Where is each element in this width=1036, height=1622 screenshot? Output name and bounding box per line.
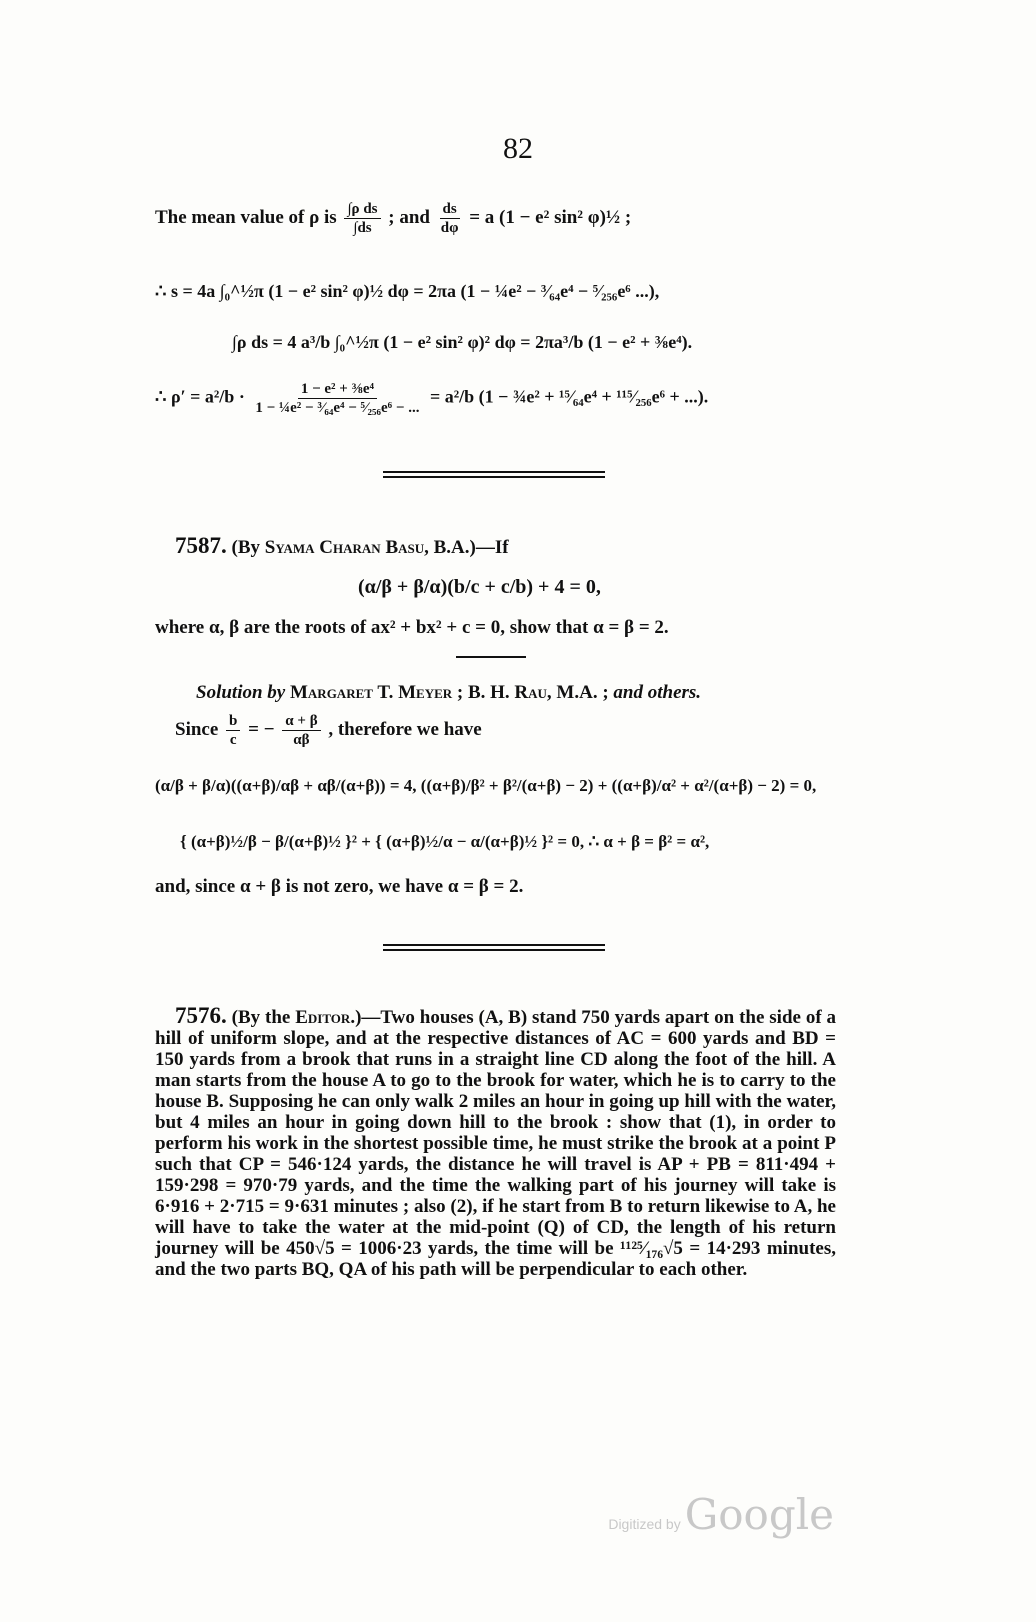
fraction-denominator: ∫ds bbox=[353, 220, 372, 236]
solution-equation-1: (α/β + β/α)((α+β)/αβ + αβ/(α+β)) = 4, ((α+β)/β² + β²/(α+β) − 2) + ((α+β)/α² + α²/(α+β) − 2) = 0, bbox=[155, 776, 817, 795]
mean-value-fraction bbox=[344, 200, 380, 237]
fraction-numerator: ∫ρ ds bbox=[344, 200, 380, 219]
author-close-7576: .) bbox=[350, 1007, 362, 1028]
rho-prime-numerator: 1 − e² + ⅜e⁴ bbox=[298, 380, 377, 399]
problem-7587-equation: (α/β + β/α)(b/c + c/b) + 4 = 0, bbox=[358, 576, 601, 598]
arc-length-equation: ∴ s = 4a ∫₀^½π (1 − e² sin² φ)½ dφ = 2πa (1 − ¼e² − ³⁄₆₄e⁴ − ⁵⁄₂₅₆e⁶ ...), bbox=[155, 281, 660, 301]
product-denominator: αβ bbox=[293, 732, 310, 748]
google-logo: Google bbox=[684, 1490, 834, 1539]
mean-value-prefix: The mean value of ρ is bbox=[155, 206, 337, 228]
rho-prime-equation bbox=[155, 380, 708, 417]
and-others: and others. bbox=[613, 682, 702, 703]
author-editor: Editor bbox=[295, 1007, 351, 1028]
author-name: Syama Charan Basu bbox=[264, 537, 425, 558]
since-eq: = − bbox=[248, 718, 275, 740]
page-number: 82 bbox=[503, 132, 533, 165]
section-divider bbox=[383, 471, 605, 478]
and-text: ; and bbox=[388, 206, 430, 228]
problem-7576-text: —Two houses (A, B) stand 750 yards apart on the side of a hill of uniform slope, and at the respective distances of AC = 600 yards and BD = 150 yards from a brook that runs in a straight line CD along the foot of the hill. A man starts from the house A to go to the brook for water, which he is to carry to the house B. Supposing he can only walk 2 miles an hour in going up hill with the water, but 4 miles an hour in going down hill to the brook : show that (1), in order to perform his work in the shortest possible time, he must strike the brook at a point P such that CP = 546·124 yards, the distance he will travel is AP + PB = 811·494 + 159·298 = 970·79 yards, and the time the walking part of his journey will take is 6·916 + 2·715 = 9·631 minutes ; also (2), if he start from B to return likewise to A, he will have to take the water at the mid-point (Q) of CD, the length of his return journey will be 450√5 = 1006·23 yards, the time will be ¹¹²⁵⁄₁₇₆√5 = 14·293 minutes, and the two parts BQ, QA of his path will be perpendicular to each other. bbox=[155, 1007, 837, 1280]
short-divider bbox=[456, 656, 526, 658]
rho-prime-fraction bbox=[252, 380, 422, 417]
sum-over-product bbox=[282, 712, 320, 749]
digitized-by-google-watermark bbox=[608, 1490, 834, 1539]
ds-numerator: ds bbox=[440, 200, 460, 219]
rho-prime-right: = a²/b (1 − ¾e² + ¹⁵⁄₆₄e⁴ + ¹¹⁵⁄₂₅₆e⁶ + ...). bbox=[429, 386, 709, 407]
author-open: (By bbox=[231, 537, 260, 558]
sum-numerator: α + β bbox=[282, 712, 320, 731]
digitized-by-text: Digitized by bbox=[608, 1516, 681, 1532]
therefore-text: , therefore we have bbox=[328, 718, 482, 740]
solution-credit bbox=[196, 682, 701, 704]
solvers: Margaret T. Meyer ; B. H. Rau, M.A. ; bbox=[289, 682, 609, 703]
dphi-denominator: dφ bbox=[440, 220, 459, 236]
solution-by: Solution by bbox=[196, 682, 286, 703]
problem-7576-paragraph bbox=[155, 1005, 836, 1280]
problem-number: 7587. bbox=[175, 533, 227, 558]
mean-value-line bbox=[155, 200, 631, 237]
integral-equation: ∫ρ ds = 4 a³/b ∫₀^½π (1 − e² sin² φ)² dφ = 2πa³/b (1 − e² + ⅜e⁴). bbox=[232, 332, 693, 352]
rho-prime-denominator: 1 − ¼e² − ³⁄₆₄e⁴ − ⁵⁄₂₅₆e⁶ − ... bbox=[255, 400, 420, 416]
c-denominator: c bbox=[229, 732, 237, 748]
problem-number-7576: 7576. bbox=[175, 1003, 227, 1028]
b-numerator: b bbox=[226, 712, 240, 731]
problem-7587-condition: where α, β are the roots of ax² + bx² + c = 0, show that α = β = 2. bbox=[155, 617, 669, 638]
rho-prime-left: ∴ ρ′ = a²/b · bbox=[155, 386, 245, 407]
author-open-7576: (By the bbox=[231, 1007, 291, 1028]
section-divider-2 bbox=[383, 944, 605, 951]
since-line bbox=[175, 712, 482, 749]
author-close: , B.A.)—If bbox=[424, 537, 509, 558]
since-text: Since bbox=[175, 718, 219, 740]
mean-value-rhs: = a (1 − e² sin² φ)½ ; bbox=[469, 206, 632, 228]
b-over-c bbox=[226, 712, 240, 749]
solution-equation-2: { (α+β)½/β − β/(α+β)½ }² + { (α+β)½/α − α/(α+β)½ }² = 0, ∴ α + β = β² = α², bbox=[180, 832, 710, 851]
ds-dphi-fraction bbox=[438, 200, 462, 237]
problem-7587-heading bbox=[175, 533, 509, 559]
solution-conclusion: and, since α + β is not zero, we have α = β = 2. bbox=[155, 876, 524, 897]
